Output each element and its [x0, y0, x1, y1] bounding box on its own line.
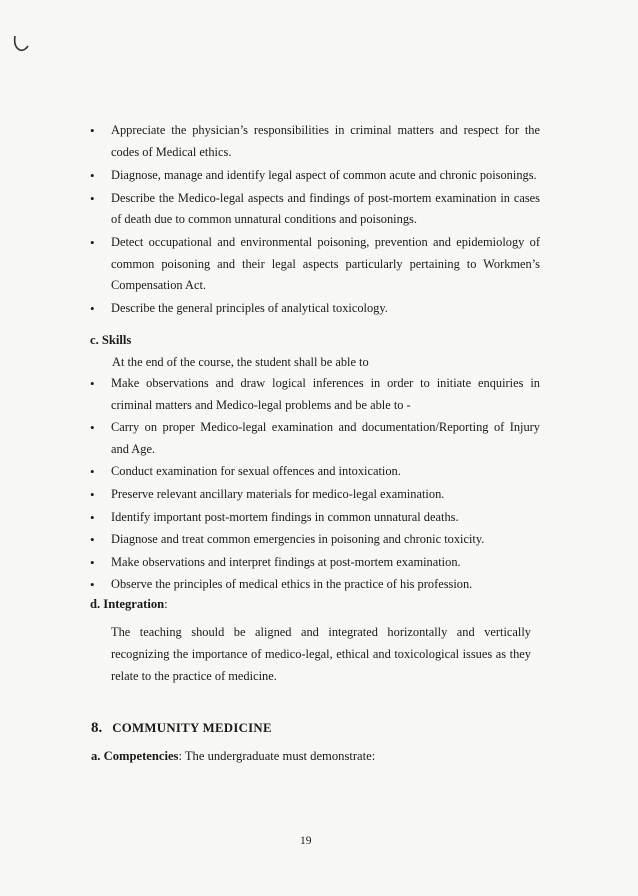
section-title: COMMUNITY MEDICINE — [112, 721, 272, 735]
bullet-icon: • — [90, 167, 95, 183]
list-item: • Conduct examination for sexual offences and intoxication. — [90, 461, 540, 483]
list-item: • Observe the principles of medical ethics in the practice of his profession. — [90, 574, 540, 596]
list-item: • Make observations and interpret findings at post-mortem examination. — [90, 552, 540, 574]
list-item: • Carry on proper Medico-legal examination and documentation/Reporting of Injury and Age. — [90, 417, 540, 460]
competencies-line — [91, 749, 375, 764]
bullet-icon: • — [90, 123, 95, 138]
list-item: • Appreciate the physician’s responsibilities in criminal matters and respect for the codes of Medical ethics. — [90, 120, 540, 163]
skills-intro: At the end of the course, the student shall be able to — [112, 355, 369, 369]
skills-heading: c. Skills — [90, 333, 132, 347]
list-item: • Describe the general principles of analytical toxicology. — [90, 298, 540, 320]
bullet-icon: • — [90, 464, 95, 480]
bullet-icon: • — [90, 509, 95, 525]
list-item: • Diagnose and treat common emergencies in poisoning and chronic toxicity. — [90, 529, 540, 551]
bullet-icon: • — [90, 486, 95, 502]
bullet-icon: • — [90, 301, 95, 316]
section-number: 8. — [91, 720, 103, 736]
objectives-list — [90, 120, 540, 321]
list-item: • Make observations and draw logical inferences in order to initiate enquiries in criminal matters and Medico-legal problems and be able to - — [90, 373, 540, 416]
competencies-text: : The undergraduate must demonstrate: — [178, 749, 376, 763]
bullet-icon: • — [90, 235, 95, 250]
bullet-icon: • — [90, 577, 95, 593]
bullet-icon: • — [90, 420, 95, 436]
section-heading — [91, 720, 272, 737]
list-item: • Identify important post-mortem findings in common unnatural deaths. — [90, 507, 540, 529]
list-item: • Preserve relevant ancillary materials for medico-legal examination. — [90, 484, 540, 506]
competencies-label: a. Competencies — [91, 749, 179, 763]
list-item: • Detect occupational and environmental poisoning, prevention and epidemiology of common poisoning and their legal aspects particularly pertaining to Workmen’s Compensation Act. — [90, 232, 540, 297]
scan-mark-icon — [12, 32, 30, 54]
list-item: • Diagnose, manage and identify legal aspect of common acute and chronic poisonings. — [90, 165, 540, 187]
bullet-icon: • — [90, 376, 95, 391]
integration-text: The teaching should be aligned and integrated horizontally and vertically recognizing the importance of medico-legal, ethical and toxicological issues as they relate to the practice of medicine. — [111, 625, 531, 683]
bullet-icon: • — [90, 190, 95, 206]
page-number: 19 — [300, 835, 312, 847]
integration-heading: d. Integration: — [90, 597, 168, 611]
bullet-icon: • — [90, 532, 95, 548]
bullet-icon: • — [90, 554, 95, 570]
list-item: • Describe the Medico-legal aspects and findings of post-mortem examination in cases of death due to common unnatural conditions and poisonings. — [90, 188, 540, 231]
skills-list — [90, 373, 540, 597]
